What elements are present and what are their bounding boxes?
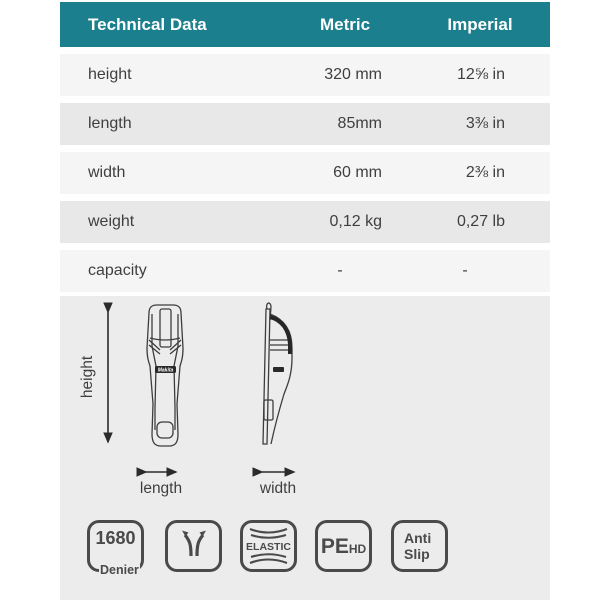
elastic-label: ELASTIC	[246, 541, 291, 553]
table-row-capacity	[60, 250, 550, 292]
badge-split-holder	[165, 520, 222, 572]
table-row-length	[60, 103, 550, 145]
row-label: weight	[88, 213, 135, 230]
holster-side-view	[263, 303, 292, 444]
metric-value: 60 mm	[333, 164, 382, 181]
table-row-width	[60, 152, 550, 194]
imperial-value: -	[462, 262, 468, 279]
length-dimension-label: length	[139, 480, 183, 497]
table-row-weight	[60, 201, 550, 243]
elastic-icon	[243, 523, 294, 569]
imperial-value: 3⅜ in	[465, 115, 505, 132]
metric-value: 85mm	[337, 115, 382, 132]
dimension-diagram	[60, 296, 380, 506]
table-header-row	[60, 2, 550, 47]
width-dimension-label: width	[259, 480, 297, 497]
metric-value: -	[337, 262, 343, 279]
pe-label: PE	[320, 534, 349, 558]
badge-pehd	[315, 520, 372, 572]
anti-slip-line2: Slip	[404, 546, 430, 562]
makita-logo-front	[155, 366, 176, 374]
badge-anti-slip	[391, 520, 448, 572]
denier-number: 1680	[95, 528, 136, 548]
anti-slip-line1: Anti	[404, 529, 432, 546]
row-label: length	[88, 115, 132, 132]
dimension-diagram-panel	[60, 296, 550, 600]
hd-label: HD	[348, 542, 367, 556]
height-dimension-label: height	[79, 355, 96, 399]
header-metric: Metric	[319, 14, 371, 34]
header-imperial: Imperial	[447, 14, 513, 34]
row-label: width	[88, 164, 126, 181]
badge-1680-denier	[87, 520, 144, 577]
makita-logo-side	[273, 367, 284, 372]
metric-value: 0,12 kg	[329, 213, 382, 230]
row-label: capacity	[88, 262, 147, 279]
denier-word: Denier	[100, 563, 139, 577]
holster-front-view	[147, 305, 183, 446]
imperial-value: 12⅝ in	[456, 66, 505, 83]
row-label: height	[88, 66, 132, 83]
badge-elastic	[240, 520, 297, 572]
imperial-value: 0,27 lb	[456, 213, 505, 230]
table-row-height	[60, 54, 550, 96]
split-arrows-icon	[176, 523, 212, 563]
metric-value: 320 mm	[324, 66, 382, 83]
technical-data-table	[60, 2, 550, 292]
svg-text:Makita: Makita	[157, 367, 174, 374]
imperial-value: 2⅜ in	[465, 164, 505, 181]
header-technical-data: Technical Data	[88, 14, 207, 34]
